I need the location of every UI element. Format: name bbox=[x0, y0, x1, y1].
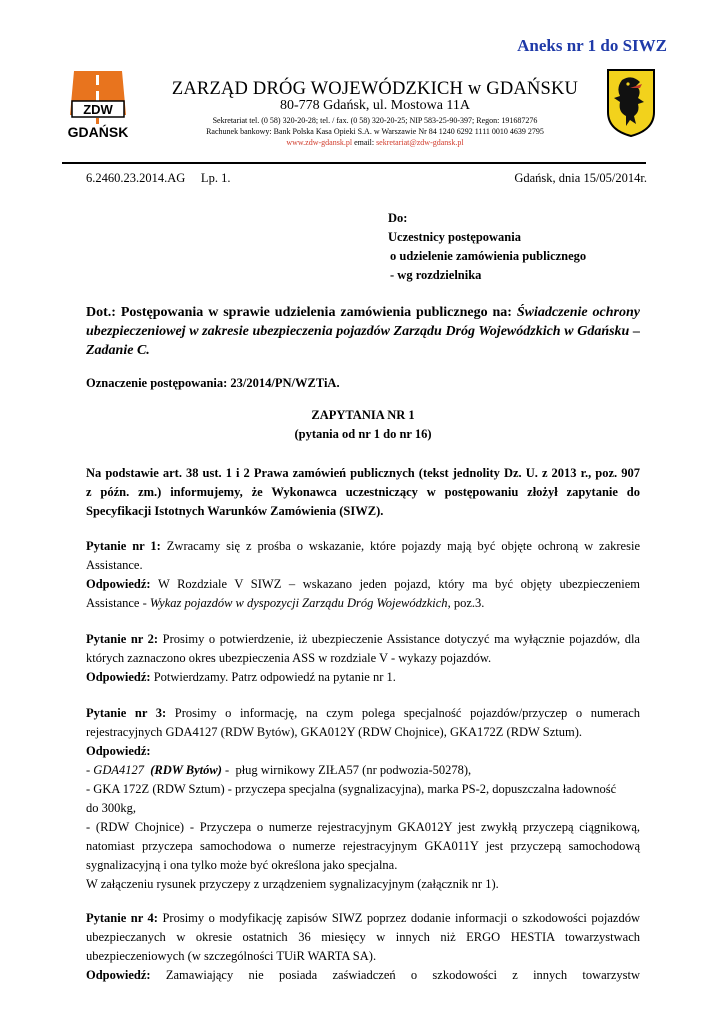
proceeding-designation: Oznaczenie postępowania: 23/2014/PN/WZTiA. bbox=[86, 376, 340, 390]
recipient-line3: - wg rozdzielnika bbox=[390, 268, 482, 282]
bank-line: Rachunek bankowy: Bank Polska Kasa Opieki S.A. w Warszawie Nr 84 1240 6292 1111 0010 4639 2795 bbox=[206, 127, 544, 136]
recipient-line1: Uczestnicy postępowania bbox=[388, 230, 521, 244]
email-link[interactable]: sekretariat@zdw-gdansk.pl bbox=[376, 138, 464, 147]
subject: Dot.: Postępowania w sprawie udzielenia zamówienia publicznego na: Świadczenie ochrony ubezpieczeniowej w zakresie ubezpieczenia pojazdów Zarządu Dróg Wojewódzkich w Gdańsku – Zadanie C. bbox=[86, 305, 640, 358]
contact-line: Sekretariat tel. (0 58) 320-20-28; tel. / fax. (0 58) 320-20-25; NIP 583-25-90-397; Regon: 191687276 bbox=[212, 116, 538, 125]
recipient-do: Do: bbox=[388, 211, 408, 225]
header-divider bbox=[62, 162, 646, 164]
org-address: 80-778 Gdańsk, ul. Mostowa 11A bbox=[279, 98, 471, 113]
logo-text-bottom: GDAŃSK bbox=[67, 124, 129, 140]
pomorskie-crest-logo bbox=[606, 68, 656, 138]
question-4: Pytanie nr 4: Prosimy o modyfikację zapisów SIWZ poprzez dodanie informacji o szkodowości pojazdów ubezpieczanych w okresie ostatnich 36 miesięcy w innych niż ERGO HESTIA towarzystwach ubezpieczeniowych (w szczególności TUiR WARTA SA). Odpowiedź: Zamawiający nie posiada zaświadczeń o szkodowości z innych towarzystw bbox=[86, 911, 640, 982]
question-1: Pytanie nr 1: Zwracamy się z prośba o wskazanie, które pojazdy mają być objęte ochroną w zakresie Assistance. Odpowiedź: W Rozdziale V SIWZ – wskazano jeden pojazd, który ma być objęty ubezpieczeniem Assistance - Wykaz pojazdów w dyspozycji Zarządu Dróg Wojewódzkich, poz.3. bbox=[86, 539, 640, 610]
org-name: ZARZĄD DRÓG WOJEWÓDZKICH w GDAŃSKU bbox=[171, 79, 579, 99]
question-3: Pytanie nr 3: Prosimy o informację, na czym polega specjalność pojazdów/przyczep o numerach rejestracyjnych GDA4127 (RDW Bytów), GKA012Y (RDW Chojnice), GKA172Z (RDW Sztum). Odpowiedź: - GDA4127 (RDW Bytów) - pług wirnikowy ZIŁA57 (nr podwozia-50278), - GKA 172Z (RDW Sztum) - przyczepa specjalna (sygnalizacyjna), marka PS-2, dopuszczalna ładowność do 300kg, - (RDW Chojnice) - Przyczepa o numerze rejestracyjnym GKA012Y jest zwykłą przyczepą ciągnikową, natomiast przyczepa samochodowa o numerze rejestracyjnym GKA011Y jest przyczepą samochodową sygnalizacyjną i ona tylko może być określona jako specjalna. W załączeniu rysunek przyczepy z urządzeniem sygnalizacyjnym (załącznik nr 1). bbox=[86, 706, 640, 891]
letter-date: Gdańsk, dnia 15/05/2014r. bbox=[514, 171, 647, 185]
annex-label: Aneks nr 1 do SIWZ bbox=[517, 36, 667, 55]
recipient-line2: o udzielenie zamówienia publicznego bbox=[390, 249, 587, 263]
reference-number: 6.2460.23.2014.AG Lp. 1. bbox=[86, 171, 231, 185]
intro-paragraph: Na podstawie art. 38 ust. 1 i 2 Prawa zamówień publicznych (tekst jednolity Dz. U. z 2013 r., poz. 907 z późn. zm.) informujemy, że Wykonawca uczestniczący w postępowaniu złożył zapytanie do Specyfikacji Istotnych Warunków Zamówienia (SIWZ). bbox=[86, 466, 640, 518]
question-2: Pytanie nr 2: Prosimy o potwierdzenie, iż ubezpieczenie Assistance dotyczyć ma wyłącznie pojazdów, dla których zaznaczono okres ubezpieczenia ASS w rozdziale V - wykazy pojazdów. Odpowiedź: Potwierdzamy. Patrz odpowiedź na pytanie nr 1. bbox=[86, 632, 640, 684]
zdw-logo bbox=[62, 71, 134, 141]
heading-questions: ZAPYTANIA NR 1 bbox=[311, 408, 415, 422]
website-link[interactable]: www.zdw-gdansk.pl bbox=[286, 138, 353, 147]
heading-range: (pytania od nr 1 do nr 16) bbox=[294, 427, 432, 441]
web-line bbox=[150, 138, 600, 147]
email-label: email: bbox=[354, 138, 375, 147]
logo-text-top: ZDW bbox=[83, 102, 113, 117]
